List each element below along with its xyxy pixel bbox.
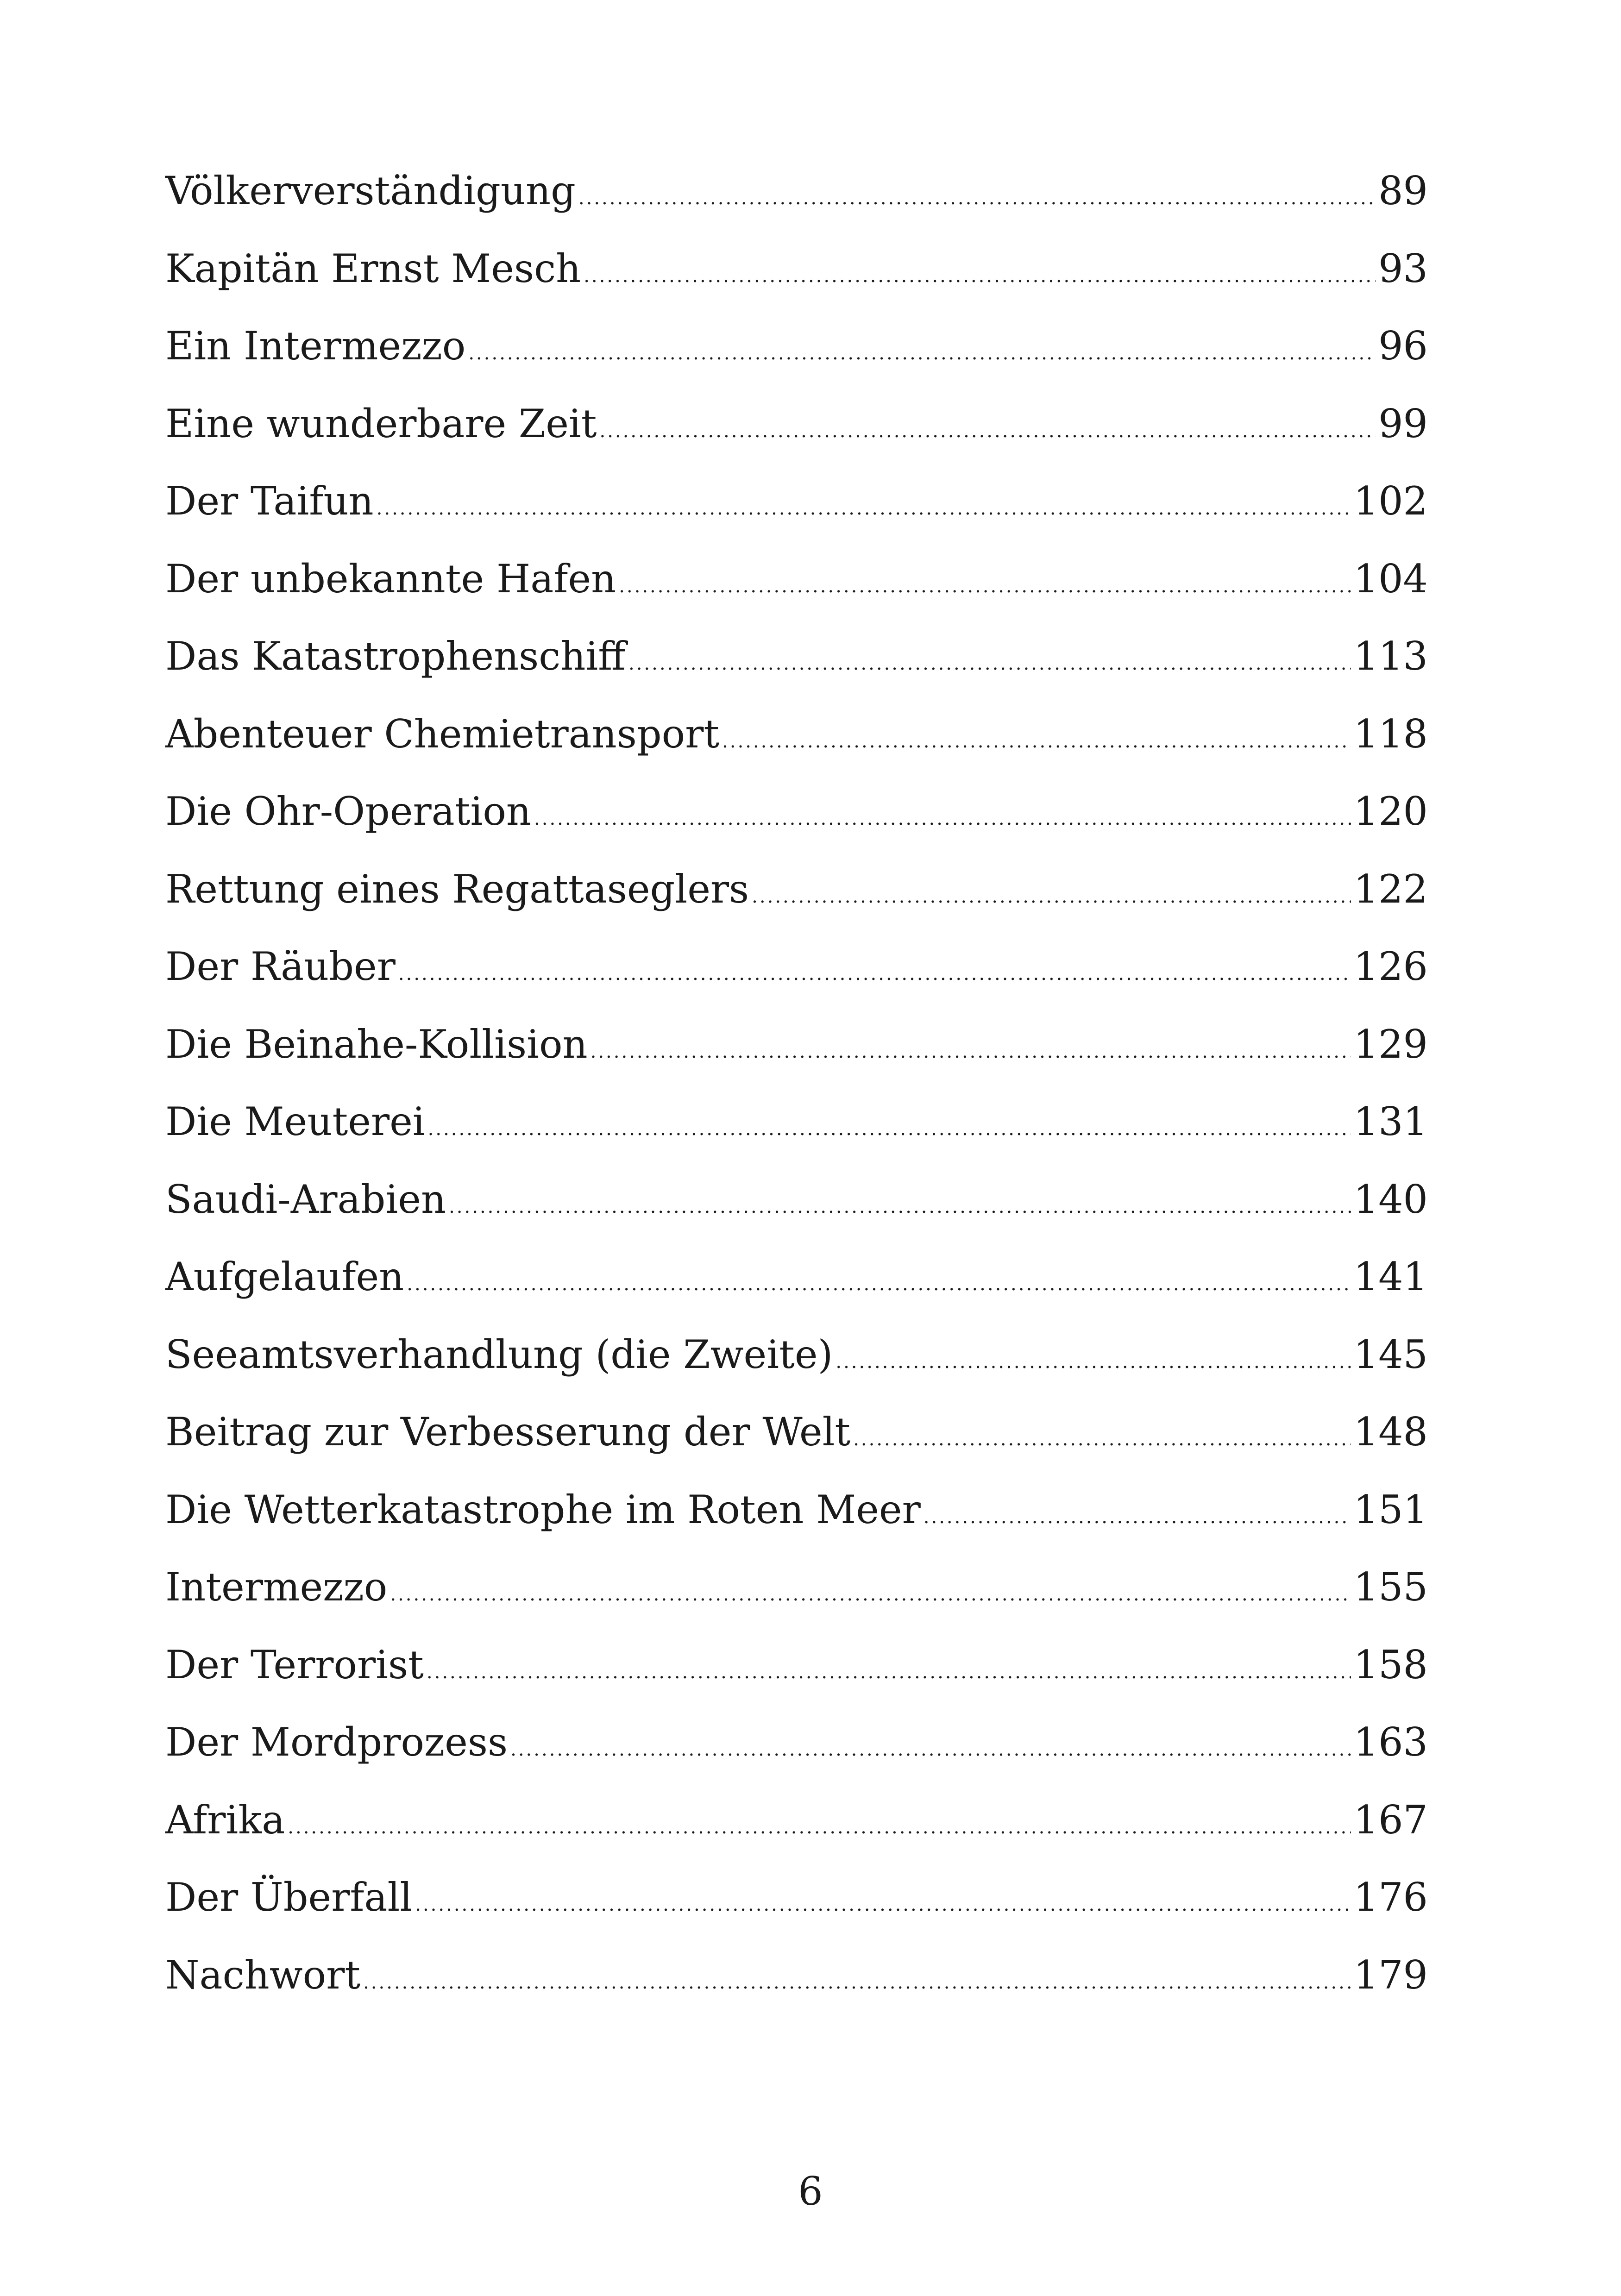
dot-leader — [363, 1963, 1351, 2002]
toc-entry-page: 158 — [1353, 1642, 1428, 1687]
toc-entry-page: 148 — [1353, 1409, 1428, 1455]
toc-entry-title: Seeamtsverhandlung (die Zweite) — [165, 1331, 833, 1377]
toc-entry[interactable] — [165, 789, 1428, 870]
toc-entry[interactable] — [165, 1021, 1428, 1103]
dot-leader — [584, 257, 1376, 295]
toc-entry-title: Der Räuber — [165, 944, 396, 989]
toc-entry-title: Der Terrorist — [165, 1642, 424, 1687]
toc-entry[interactable] — [165, 1487, 1428, 1568]
toc-entry-title: Intermezzo — [165, 1564, 388, 1610]
toc-entry-page: 113 — [1353, 634, 1428, 679]
dot-leader — [924, 1498, 1351, 1537]
page-number: 6 — [798, 2169, 823, 2214]
toc-entry-page: 126 — [1353, 944, 1428, 989]
toc-entry[interactable] — [165, 401, 1428, 482]
toc-entry[interactable] — [165, 1331, 1428, 1413]
toc-entry-page: 89 — [1378, 168, 1428, 213]
dot-leader — [468, 334, 1376, 373]
toc-entry[interactable] — [165, 1875, 1428, 1956]
toc-entry-title: Kapitän Ernst Mesch — [165, 245, 581, 291]
toc-entry-page: 96 — [1378, 323, 1428, 369]
toc-entry-page: 99 — [1378, 401, 1428, 446]
dot-leader — [398, 954, 1351, 993]
table-of-contents — [165, 168, 1428, 2033]
toc-entry-page: 102 — [1353, 478, 1428, 524]
toc-entry-page: 93 — [1378, 245, 1428, 291]
toc-entry-title: Die Wetterkatastrophe im Roten Meer — [165, 1487, 921, 1532]
toc-entry[interactable] — [165, 245, 1428, 327]
dot-leader — [415, 1885, 1351, 1924]
toc-entry[interactable] — [165, 1409, 1428, 1490]
dot-leader — [390, 1575, 1351, 1614]
toc-entry-page: 179 — [1353, 1952, 1428, 1998]
toc-entry-page: 151 — [1353, 1487, 1428, 1532]
toc-entry-title: Die Beinahe-Kollision — [165, 1021, 588, 1067]
dot-leader — [510, 1730, 1351, 1769]
toc-entry[interactable] — [165, 1254, 1428, 1335]
dot-leader — [628, 644, 1351, 683]
toc-entry[interactable] — [165, 556, 1428, 637]
toc-entry-page: 163 — [1353, 1719, 1428, 1765]
toc-entry-page: 141 — [1353, 1254, 1428, 1299]
toc-entry-title: Rettung eines Regattaseglers — [165, 866, 749, 912]
toc-entry[interactable] — [165, 1797, 1428, 1878]
toc-entry-page: 120 — [1353, 789, 1428, 834]
toc-entry[interactable] — [165, 1952, 1428, 2033]
toc-entry-page: 167 — [1353, 1797, 1428, 1843]
toc-entry-title: Völkerverständigung — [165, 168, 576, 213]
toc-entry[interactable] — [165, 323, 1428, 404]
toc-entry-page: 145 — [1353, 1331, 1428, 1377]
toc-entry-page: 140 — [1353, 1176, 1428, 1222]
dot-leader — [600, 412, 1376, 451]
toc-entry[interactable] — [165, 1176, 1428, 1258]
toc-entry-page: 129 — [1353, 1021, 1428, 1067]
toc-entry-title: Nachwort — [165, 1952, 361, 1998]
toc-entry[interactable] — [165, 1099, 1428, 1180]
toc-entry[interactable] — [165, 1642, 1428, 1723]
toc-entry-page: 155 — [1353, 1564, 1428, 1610]
dot-leader — [428, 1110, 1351, 1148]
toc-entry[interactable] — [165, 1564, 1428, 1645]
toc-entry-title: Beitrag zur Verbesserung der Welt — [165, 1409, 851, 1455]
toc-entry[interactable] — [165, 168, 1428, 249]
dot-leader — [591, 1032, 1351, 1071]
dot-leader — [377, 489, 1351, 528]
toc-entry[interactable] — [165, 711, 1428, 792]
toc-entry-title: Der unbekannte Hafen — [165, 556, 616, 602]
toc-entry-title: Die Ohr-Operation — [165, 789, 532, 834]
dot-leader — [752, 877, 1351, 916]
dot-leader — [534, 799, 1351, 838]
toc-entry-title: Afrika — [165, 1797, 285, 1843]
dot-leader — [449, 1187, 1351, 1226]
toc-entry-page: 122 — [1353, 866, 1428, 912]
dot-leader — [578, 179, 1376, 218]
dot-leader — [836, 1342, 1351, 1381]
toc-entry-title: Eine wunderbare Zeit — [165, 401, 597, 446]
dot-leader — [427, 1653, 1351, 1692]
toc-entry[interactable] — [165, 1719, 1428, 1800]
toc-entry-title: Die Meuterei — [165, 1099, 425, 1144]
toc-entry[interactable] — [165, 866, 1428, 947]
dot-leader — [407, 1265, 1351, 1304]
toc-entry-title: Der Mordprozess — [165, 1719, 508, 1765]
toc-entry-page: 118 — [1353, 711, 1428, 757]
toc-entry-title: Ein Intermezzo — [165, 323, 466, 369]
toc-entry[interactable] — [165, 478, 1428, 559]
toc-entry-title: Das Katastrophenschiff — [165, 634, 626, 679]
toc-entry-title: Aufgelaufen — [165, 1254, 404, 1299]
toc-entry-title: Der Taifun — [165, 478, 374, 524]
dot-leader — [853, 1420, 1351, 1459]
toc-entry[interactable] — [165, 634, 1428, 715]
toc-entry-page: 131 — [1353, 1099, 1428, 1144]
toc-entry-title: Saudi-Arabien — [165, 1176, 446, 1222]
toc-entry-page: 176 — [1353, 1875, 1428, 1920]
toc-entry-title: Der Überfall — [165, 1875, 413, 1920]
dot-leader — [619, 567, 1351, 606]
toc-entry-title: Abenteuer Chemietransport — [165, 711, 720, 757]
dot-leader — [288, 1808, 1351, 1847]
toc-entry-page: 104 — [1353, 556, 1428, 602]
toc-entry[interactable] — [165, 944, 1428, 1025]
dot-leader — [722, 722, 1351, 761]
